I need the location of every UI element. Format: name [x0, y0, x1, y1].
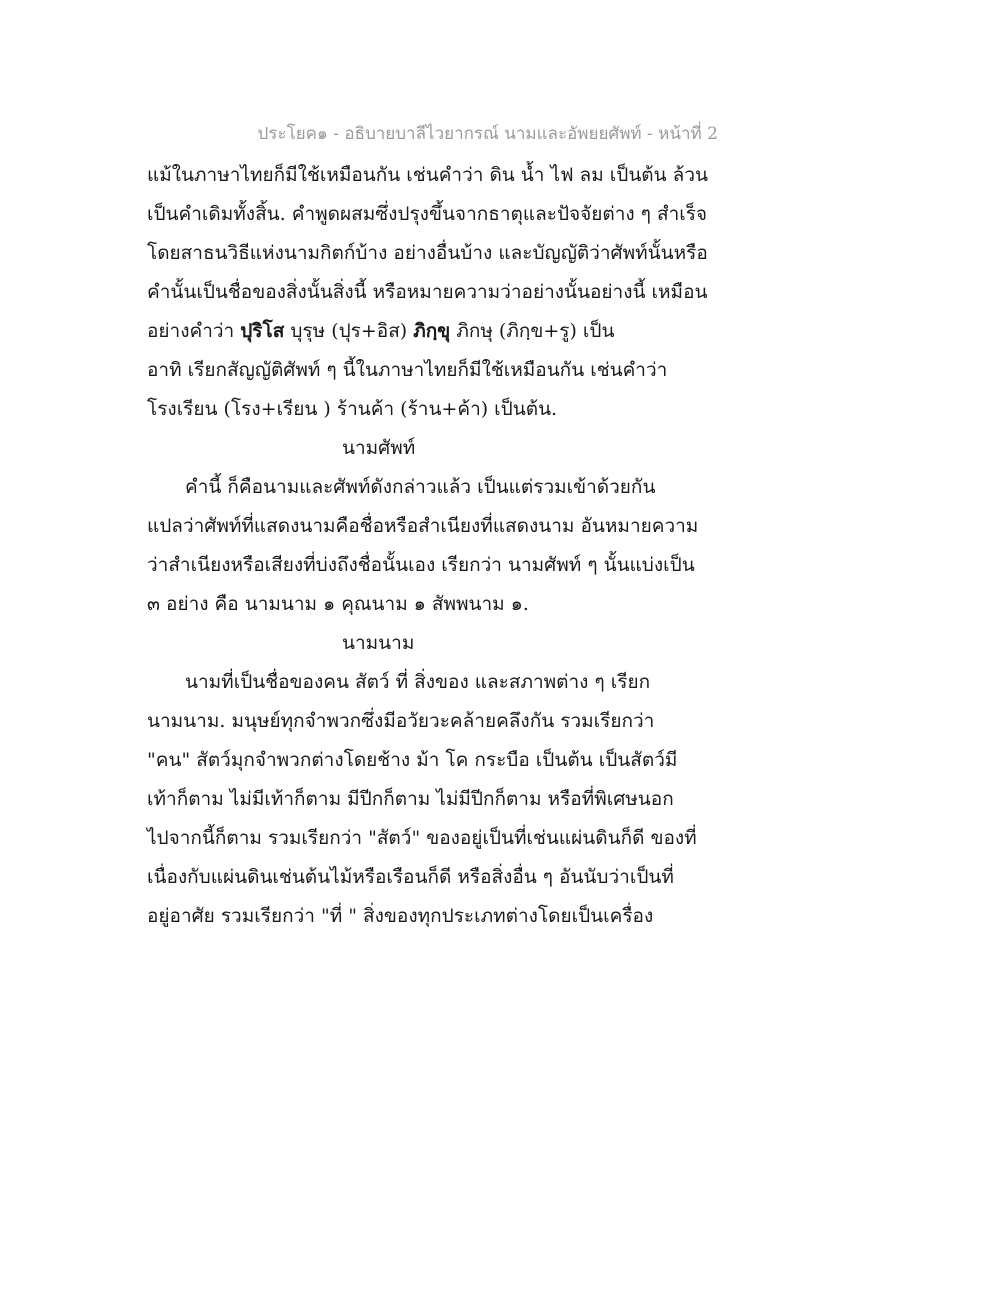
paragraph-line: ๓ อย่าง คือ นามนาม ๑ คุณนาม ๑ สัพพนาม ๑. — [147, 593, 529, 615]
paragraph-line: คำนั้นเป็นชื่อของสิ่งนั้นสิ่งนี้ หรือหมายความว่าอย่างนั้นอย่างนี้ เหมือน — [147, 281, 708, 303]
paragraph-line: อาทิ เรียกสัญญัติศัพท์ ๆ นี้ในภาษาไทยก็มีใช้เหมือนกัน เช่นคำว่า — [147, 359, 668, 381]
paragraph-line: ว่าสำเนียงหรือเสียงที่บ่งถึงชื่อนั้นเอง เรียกว่า นามศัพท์ ๆ นั้นแบ่งเป็น — [147, 554, 695, 576]
paragraph-line: โดยสาธนวิธีแห่งนามกิตก์บ้าง อย่างอื่นบ้าง และบัญญัติว่าศัพท์นั้นหรือ — [147, 242, 708, 264]
paragraph-line — [147, 316, 727, 355]
line-text: ภิกษุ (ภิกฺข+รู) เป็น — [450, 320, 615, 342]
paragraph-line: "คน" สัตว์มุกจำพวกต่างโดยช้าง ม้า โค กระบือ เป็นต้น เป็นสัตว์มี — [147, 749, 678, 771]
paragraph-line: ไปจากนี้ก็ตาม รวมเรียกว่า "สัตว์" ของอยู่เป็นที่เช่นแผ่นดินก็ดี ของที่ — [147, 827, 697, 849]
paragraph-line: นามที่เป็นชื่อของคน สัตว์ ที่ สิ่งของ และสภาพต่าง ๆ เรียก — [185, 671, 651, 693]
running-header: ประโยค๑ - อธิบายบาลีไวยากรณ์ นามและอัพยยศัพท์ - หน้าที่ 2 — [257, 124, 718, 144]
paragraph-line: อยู่อาศัย รวมเรียกว่า "ที่ " สิ่งของทุกประเภทต่างโดยเป็นเครื่อง — [147, 905, 654, 927]
paragraph-line: แม้ในภาษาไทยก็มีใช้เหมือนกัน เช่นคำว่า ดิน น้ำ ไฟ ลม เป็นต้น ล้วน — [147, 164, 708, 186]
paragraph-line: นามนาม. มนุษย์ทุกจำพวกซึ่งมีอวัยวะคล้ายคลึงกัน รวมเรียกว่า — [147, 710, 655, 732]
section-heading: นามนาม — [342, 632, 415, 654]
line-text: อย่างคำว่า — [147, 320, 241, 342]
paragraph-line: แปลว่าศัพท์ที่แสดงนามคือชื่อหรือสำเนียงที่แสดงนาม อันหมายความ — [147, 515, 699, 537]
section-heading: นามศัพท์ — [342, 437, 416, 459]
pali-term-bold: ภิกฺขุ — [413, 320, 451, 342]
document-body — [147, 160, 727, 940]
paragraph-line: เนื่องกับแผ่นดินเช่นต้นไม้หรือเรือนก็ดี หรือสิ่งอื่น ๆ อันนับว่าเป็นที่ — [147, 866, 674, 888]
pali-term-bold: ปุริโส — [240, 320, 285, 342]
paragraph-line: เท้าก็ตาม ไม่มีเท้าก็ตาม มีปีกก็ตาม ไม่มีปีกก็ตาม หรือที่พิเศษนอก — [147, 788, 674, 810]
paragraph-line: เป็นคำเดิมทั้งสิ้น. คำพูดผสมซึ่งปรุงขึ้นจากธาตุและปัจจัยต่าง ๆ สำเร็จ — [147, 203, 708, 225]
paragraph-line: คำนี้ ก็คือนามและศัพท์ดังกล่าวแล้ว เป็นแต่รวมเข้าด้วยกัน — [185, 476, 656, 498]
paragraph-line: โรงเรียน (โรง+เรียน ) ร้านค้า (ร้าน+ค้า) เป็นต้น. — [147, 398, 558, 420]
line-text: บุรุษ (ปุร+อิส) — [284, 320, 414, 342]
